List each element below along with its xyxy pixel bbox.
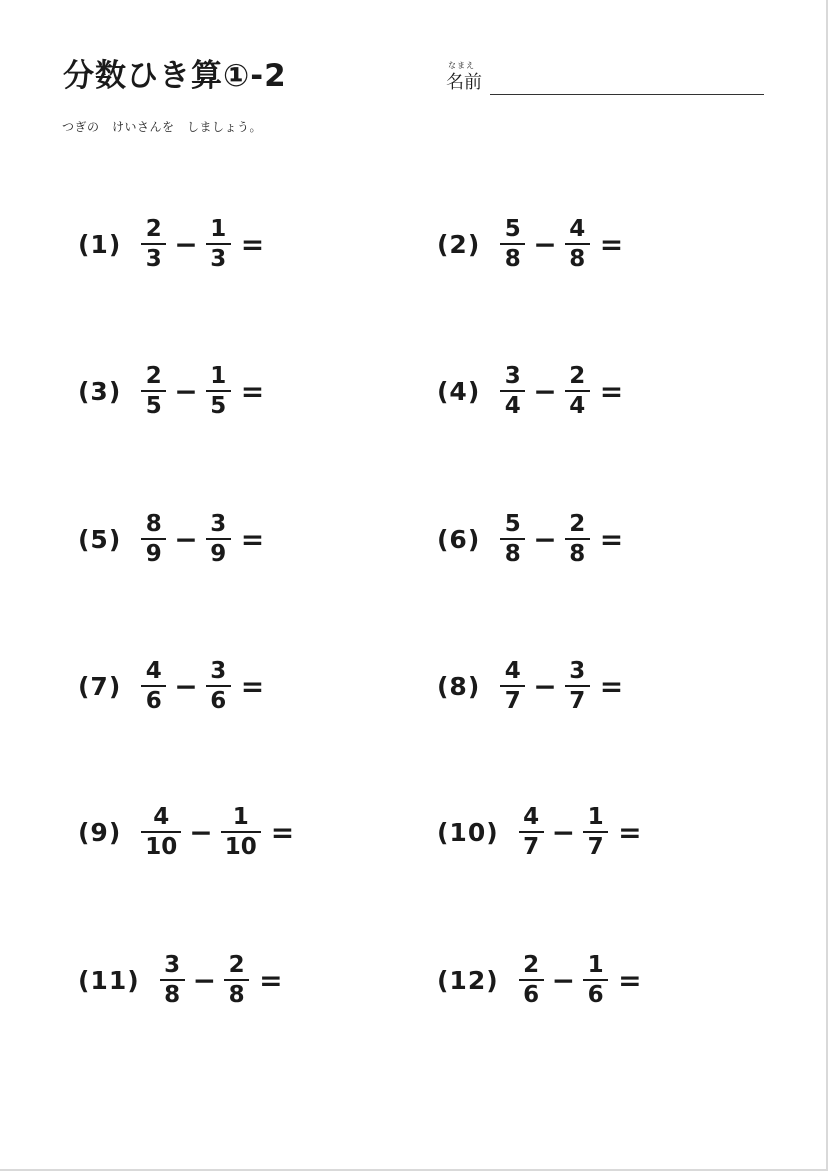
fraction-bar — [565, 390, 590, 392]
fraction-bar — [565, 685, 590, 687]
problem-number: (11) — [78, 965, 140, 995]
problem-3 — [78, 363, 264, 419]
minus-sign: − — [533, 227, 557, 261]
problem-number: (1) — [78, 229, 122, 259]
fraction-minuend — [502, 512, 523, 566]
minus-sign: − — [551, 815, 576, 849]
problem-5 — [78, 511, 264, 567]
fraction-subtrahend — [208, 659, 229, 713]
numerator: 4 — [145, 658, 162, 684]
problem-number: (7) — [78, 671, 122, 701]
fraction-subtrahend — [223, 805, 259, 859]
worksheet-title: 分数ひき算①-2 — [63, 58, 287, 94]
problem-9 — [78, 804, 294, 860]
minus-sign: − — [551, 963, 576, 997]
minus-sign: − — [189, 815, 213, 849]
denominator: 4 — [504, 393, 521, 419]
name-ruby: なまえ — [448, 61, 475, 70]
denominator: 6 — [145, 688, 162, 714]
fraction-minuend — [143, 217, 164, 271]
denominator: 6 — [587, 982, 604, 1008]
problem-number: (4) — [437, 376, 481, 406]
problem-number: (2) — [437, 229, 481, 259]
denominator: 3 — [145, 246, 162, 272]
fraction-subtrahend — [567, 659, 588, 713]
problem-6 — [437, 511, 623, 567]
fraction-minuend — [162, 953, 183, 1007]
fraction-minuend — [502, 217, 523, 271]
fraction-minuend — [143, 805, 179, 859]
numerator: 4 — [504, 658, 521, 684]
equals-sign: = — [618, 963, 642, 997]
fraction-bar — [519, 831, 544, 833]
numerator: 4 — [153, 804, 170, 830]
fraction-minuend — [143, 364, 164, 418]
problem-11 — [78, 952, 283, 1008]
denominator: 9 — [145, 541, 162, 567]
denominator: 8 — [504, 246, 521, 272]
denominator: 7 — [504, 688, 521, 714]
minus-sign: − — [533, 522, 557, 556]
denominator: 5 — [210, 393, 227, 419]
fraction-bar — [500, 243, 525, 245]
numerator: 2 — [569, 363, 586, 389]
fraction-subtrahend — [226, 953, 247, 1007]
denominator: 8 — [569, 246, 586, 272]
fraction-bar — [583, 831, 608, 833]
denominator: 7 — [569, 688, 586, 714]
fraction-bar — [141, 538, 166, 540]
fraction-bar — [141, 831, 181, 833]
fraction-bar — [160, 979, 185, 981]
minus-sign: − — [174, 227, 198, 261]
denominator: 3 — [210, 246, 227, 272]
instruction-text: つぎの けいさんを しましょう。 — [62, 120, 263, 134]
fraction-subtrahend — [208, 217, 229, 271]
numerator: 1 — [210, 216, 227, 242]
problem-number: (10) — [437, 817, 499, 847]
equals-sign: = — [618, 815, 642, 849]
problem-number: (5) — [78, 524, 122, 554]
numerator: 3 — [569, 658, 586, 684]
fraction-bar — [500, 685, 525, 687]
fraction-subtrahend — [567, 364, 588, 418]
numerator: 3 — [210, 511, 227, 537]
fraction-minuend — [143, 512, 164, 566]
fraction-minuend — [521, 953, 542, 1007]
problem-number: (12) — [437, 965, 499, 995]
fraction-subtrahend — [567, 512, 588, 566]
denominator: 5 — [145, 393, 162, 419]
numerator: 2 — [145, 216, 162, 242]
denominator: 7 — [587, 834, 604, 860]
equals-sign: = — [240, 669, 265, 703]
problem-10 — [437, 804, 642, 860]
fraction-bar — [224, 979, 249, 981]
equals-sign: = — [270, 815, 295, 849]
denominator: 8 — [569, 541, 586, 567]
equals-sign: = — [599, 374, 624, 408]
problem-2 — [437, 216, 623, 272]
fraction-subtrahend — [585, 953, 606, 1007]
numerator: 2 — [228, 952, 245, 978]
fraction-bar — [141, 390, 166, 392]
fraction-bar — [141, 243, 166, 245]
fraction-subtrahend — [585, 805, 606, 859]
fraction-bar — [206, 538, 231, 540]
minus-sign: − — [174, 374, 198, 408]
equals-sign: = — [599, 522, 624, 556]
fraction-bar — [565, 243, 590, 245]
minus-sign: − — [533, 669, 557, 703]
fraction-minuend — [502, 364, 523, 418]
fraction-bar — [500, 538, 525, 540]
fraction-subtrahend — [208, 512, 229, 566]
equals-sign: = — [599, 227, 624, 261]
problem-8 — [437, 658, 623, 714]
numerator: 5 — [504, 511, 521, 537]
denominator: 10 — [145, 834, 178, 860]
fraction-bar — [206, 390, 231, 392]
equals-sign: = — [259, 963, 283, 997]
minus-sign: − — [192, 963, 217, 997]
numerator: 1 — [232, 804, 249, 830]
numerator: 2 — [569, 511, 586, 537]
denominator: 6 — [523, 982, 540, 1008]
problem-7 — [78, 658, 264, 714]
minus-sign: − — [533, 374, 557, 408]
numerator: 5 — [504, 216, 521, 242]
numerator: 1 — [210, 363, 227, 389]
denominator: 4 — [569, 393, 586, 419]
denominator: 8 — [228, 982, 245, 1008]
name-label: 名前 — [446, 72, 482, 93]
problem-number: (9) — [78, 817, 122, 847]
numerator: 1 — [587, 804, 604, 830]
numerator: 4 — [569, 216, 586, 242]
minus-sign: − — [174, 522, 198, 556]
denominator: 9 — [210, 541, 227, 567]
fraction-bar — [565, 538, 590, 540]
fraction-bar — [583, 979, 608, 981]
numerator: 2 — [523, 952, 540, 978]
numerator: 4 — [523, 804, 540, 830]
fraction-minuend — [521, 805, 542, 859]
denominator: 6 — [210, 688, 227, 714]
problem-number: (3) — [78, 376, 122, 406]
numerator: 3 — [210, 658, 227, 684]
denominator: 7 — [523, 834, 540, 860]
problem-4 — [437, 363, 623, 419]
problem-12 — [437, 952, 642, 1008]
fraction-bar — [141, 685, 166, 687]
denominator: 10 — [224, 834, 257, 860]
fraction-bar — [221, 831, 261, 833]
fraction-minuend — [502, 659, 523, 713]
equals-sign: = — [240, 374, 265, 408]
fraction-bar — [519, 979, 544, 981]
problem-number: (8) — [437, 671, 481, 701]
fraction-bar — [206, 685, 231, 687]
numerator: 8 — [145, 511, 162, 537]
numerator: 3 — [164, 952, 181, 978]
fraction-subtrahend — [567, 217, 588, 271]
denominator: 8 — [164, 982, 181, 1008]
fraction-bar — [206, 243, 231, 245]
equals-sign: = — [240, 522, 265, 556]
denominator: 8 — [504, 541, 521, 567]
problem-number: (6) — [437, 524, 481, 554]
numerator: 1 — [587, 952, 604, 978]
minus-sign: − — [174, 669, 198, 703]
numerator: 2 — [145, 363, 162, 389]
fraction-minuend — [143, 659, 164, 713]
fraction-bar — [500, 390, 525, 392]
equals-sign: = — [599, 669, 624, 703]
name-input-line[interactable] — [490, 94, 764, 95]
numerator: 3 — [504, 363, 521, 389]
problem-1 — [78, 216, 264, 272]
fraction-subtrahend — [208, 364, 229, 418]
equals-sign: = — [240, 227, 265, 261]
